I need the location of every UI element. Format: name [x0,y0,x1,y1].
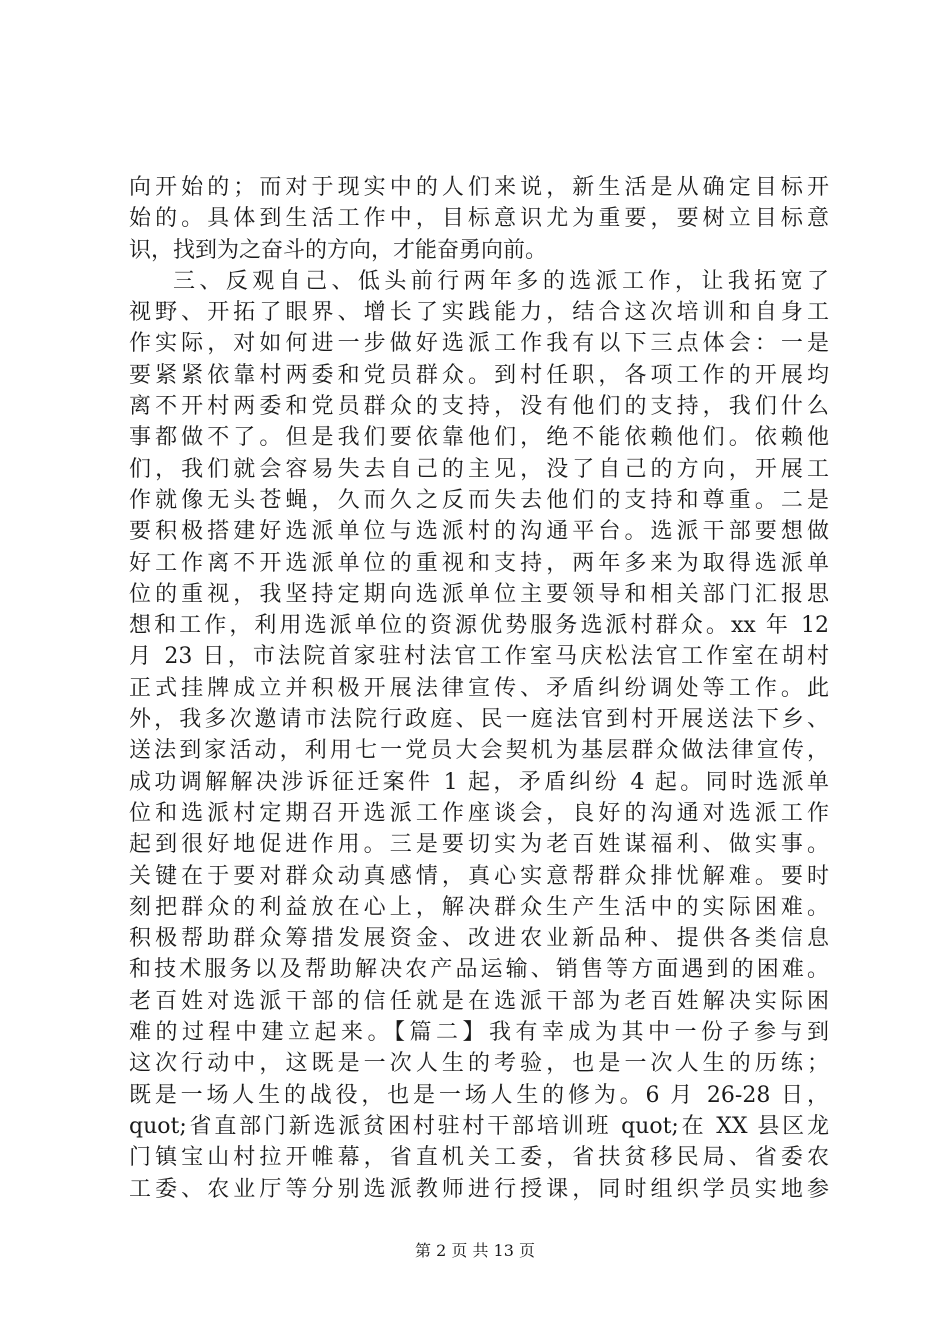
text-line: 想和工作，利用选派单位的资源优势服务选派村群众。xx 年 12 [129,613,829,639]
text-line: 事都做不了。但是我们要依靠他们，绝不能依赖他们。依赖他 [129,425,829,451]
text-line: 识，找到为之奋斗的方向，才能奋勇向前。 [129,237,548,263]
text-line: 积极帮助群众筹措发展资金、改进农业新品种、提供各类信息 [129,926,829,952]
text-line: 要紧紧依靠村两委和党员群众。到村任职，各项工作的开展均 [129,362,829,388]
text-line: 和技术服务以及帮助解决农产品运输、销售等方面遇到的困难。 [129,957,829,983]
text-line: 位和选派村定期召开选派工作座谈会，良好的沟通对选派工作 [129,800,829,826]
text-line: 位的重视，我坚持定期向选派单位主要领导和相关部门汇报思 [129,581,829,607]
text-line: 关键在于要对群众动真感情，真心实意帮群众排忧解难。要时 [129,863,829,889]
document-body [129,172,829,1205]
text-line: 向开始的；而对于现实中的人们来说，新生活是从确定目标开 [129,175,829,200]
text-line: 作实际，对如何进一步做好选派工作我有以下三点体会：一是 [129,331,829,357]
text-line: 月 23 日，市法院首家驻村法官工作室马庆松法官工作室在胡村 [129,644,829,670]
page-number-label: 第 2 页 共 13 页 [415,1241,535,1260]
paragraph-start-line: 三、反观自己、低头前行两年多的选派工作，让我拓宽了 [173,268,829,294]
text-line: 好工作离不开选派单位的重视和支持，两年多来为取得选派单 [129,550,829,576]
text-line: 视野、开拓了眼界、增长了实践能力，结合这次培训和自身工 [129,300,829,326]
text-line: 要积极搭建好选派单位与选派村的沟通平台。选派干部要想做 [129,519,829,545]
text-line: 正式挂牌成立并积极开展法律宣传、矛盾纠纷调处等工作。此 [129,675,829,701]
text-line: 们，我们就会容易失去自己的主见，没了自己的方向，开展工 [129,456,829,482]
text-line: 刻把群众的利益放在心上，解决群众生产生活中的实际困难。 [129,894,829,920]
text-line: 这次行动中，这既是一次人生的考验，也是一次人生的历练； [129,1051,829,1077]
text-line: 工委、农业厅等分别选派教师进行授课，同时组织学员实地参 [129,1176,829,1202]
page-footer [0,1238,950,1261]
text-line: 离不开村两委和党员群众的支持，没有他们的支持，我们什么 [129,394,829,420]
text-line: 门镇宝山村拉开帷幕，省直机关工委，省扶贫移民局、省委农 [129,1145,829,1171]
text-line: 老百姓对选派干部的信任就是在选派干部为老百姓解决实际困 [129,988,829,1014]
text-line: 作就像无头苍蝇，久而久之反而失去他们的支持和尊重。二是 [129,487,829,513]
text-line: 外，我多次邀请市法院行政庭、民一庭法官到村开展送法下乡、 [129,707,829,733]
text-line: 始的。具体到生活工作中，目标意识尤为重要，要树立目标意 [129,206,829,232]
text-line: 起到很好地促进作用。三是要切实为老百姓谋福利、做实事。 [129,832,829,858]
text-line: 成功调解解决涉诉征迁案件 1 起，矛盾纠纷 4 起。同时选派单 [129,769,829,795]
text-line: quot;省直部门新选派贫困村驻村干部培训班 quot;在 XX 县区龙 [129,1113,829,1139]
text-line: 难的过程中建立起来。【篇二】我有幸成为其中一份子参与到 [129,1020,829,1046]
text-line: 送法到家活动，利用七一党员大会契机为基层群众做法律宣传， [129,738,829,764]
text-line: 既是一场人生的战役，也是一场人生的修为。6 月 26-28 日， [129,1082,829,1108]
